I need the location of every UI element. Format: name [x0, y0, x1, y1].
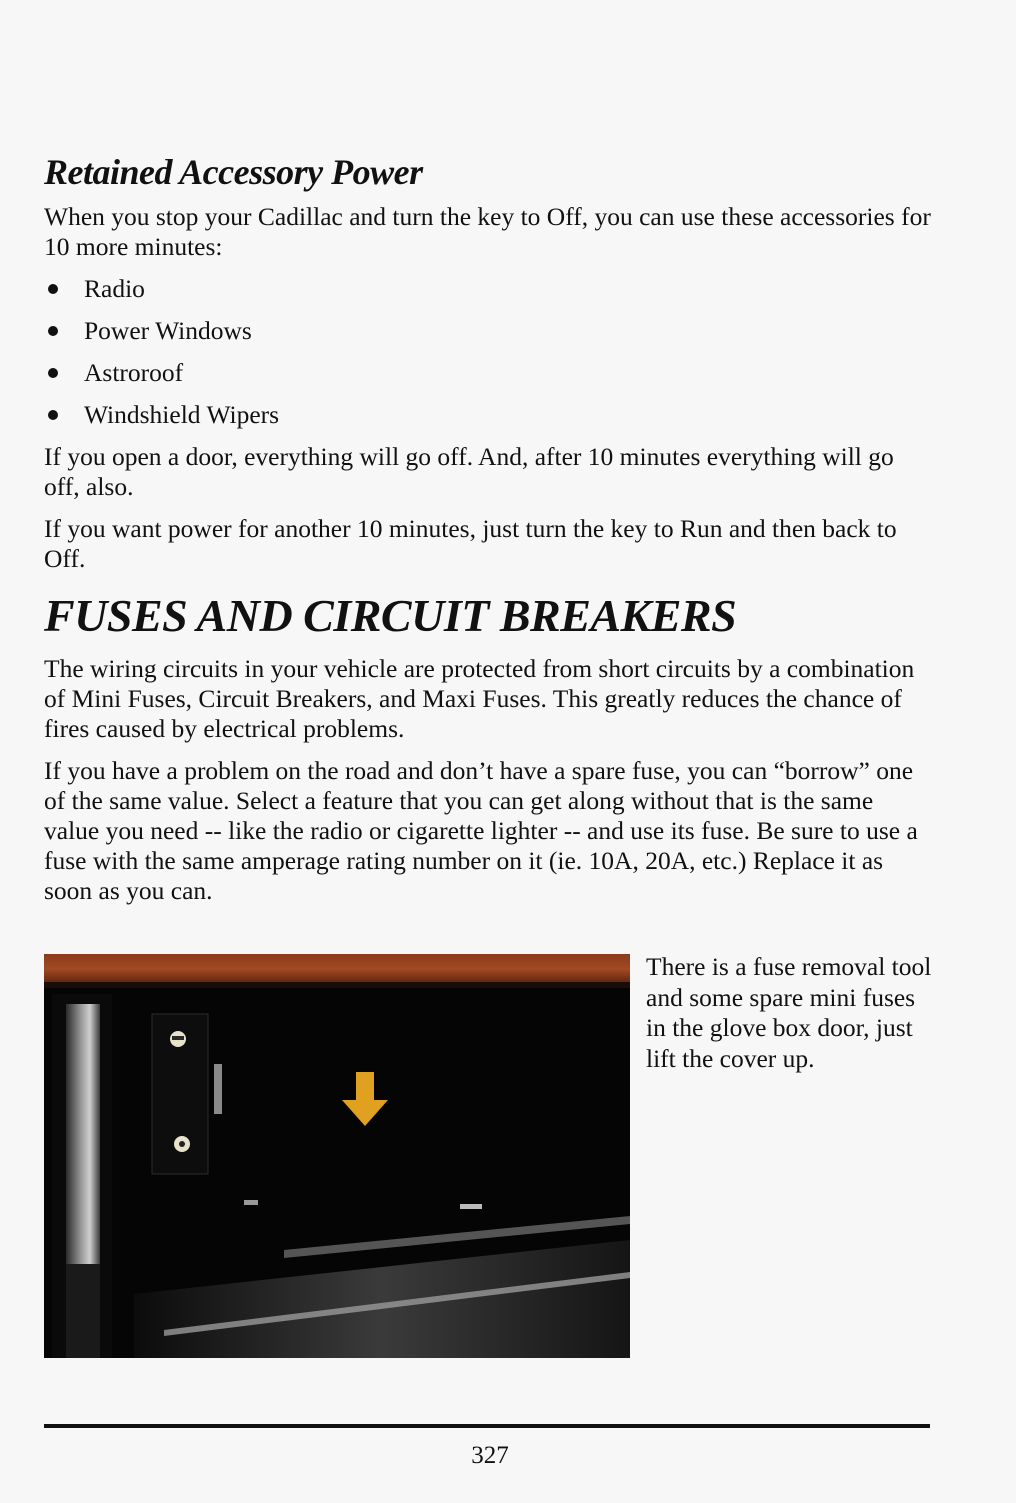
- fuses-paragraph-2: If you have a problem on the road and don’t have a spare fuse, you can “borrow” one of the same value. Select a feature that you can get along without that is the same value you need -- like the radio or cigarette lighter -- and use its fuse. Be sure to use a fuse with the same amperage rating number on it (ie. 10A, 20A, etc.) Replace it as soon as you can.: [44, 756, 918, 905]
- glove-box-photo: [44, 954, 630, 1358]
- list-item: Power Windows: [44, 316, 934, 346]
- bullet-icon: [48, 284, 58, 294]
- page-content: [44, 150, 934, 918]
- clip-right: [460, 1204, 482, 1209]
- bullet-icon: [48, 368, 58, 378]
- door-post: [66, 1004, 100, 1264]
- list-item: Windshield Wipers: [44, 400, 934, 430]
- fuses-paragraph-1: The wiring circuits in your vehicle are protected from short circuits by a combination of Mini Fuses, Circuit Breakers, and Maxi Fuses. This greatly reduces the chance of fires caused by electrical problems.: [44, 654, 915, 743]
- footer-rule: [44, 1424, 930, 1428]
- wood-shadow: [44, 982, 630, 988]
- fuse-screw-center: [179, 1141, 185, 1147]
- run-paragraph: If you want power for another 10 minutes, just turn the key to Run and then back to Off.: [44, 514, 897, 573]
- list-item: Astroroof: [44, 358, 934, 388]
- bullet-icon: [48, 326, 58, 336]
- page-number: 327: [471, 1442, 509, 1469]
- latch: [214, 1064, 222, 1114]
- door-post-base: [66, 1264, 100, 1358]
- list-item: Radio: [44, 274, 934, 304]
- section-title: Retained Accessory Power: [44, 152, 423, 192]
- door-paragraph: If you open a door, everything will go off. And, after 10 minutes everything will go off, also.: [44, 442, 894, 501]
- glove-box-illustration: [44, 954, 630, 1358]
- clip-left: [244, 1200, 258, 1205]
- wood-trim: [44, 954, 630, 984]
- bullet-icon: [48, 410, 58, 420]
- section-intro: When you stop your Cadillac and turn the key to Off, you can use these accessories for 10 more minutes:: [44, 202, 931, 261]
- chapter-title: FUSES AND CIRCUIT BREAKERS: [44, 590, 737, 641]
- fuse-knob-slot: [172, 1036, 184, 1040]
- accessory-list: [44, 274, 934, 430]
- figure-caption: There is a fuse removal tool and some spare mini fuses in the glove box door, just lift the cover up.: [646, 952, 932, 1073]
- figure: [44, 954, 934, 1358]
